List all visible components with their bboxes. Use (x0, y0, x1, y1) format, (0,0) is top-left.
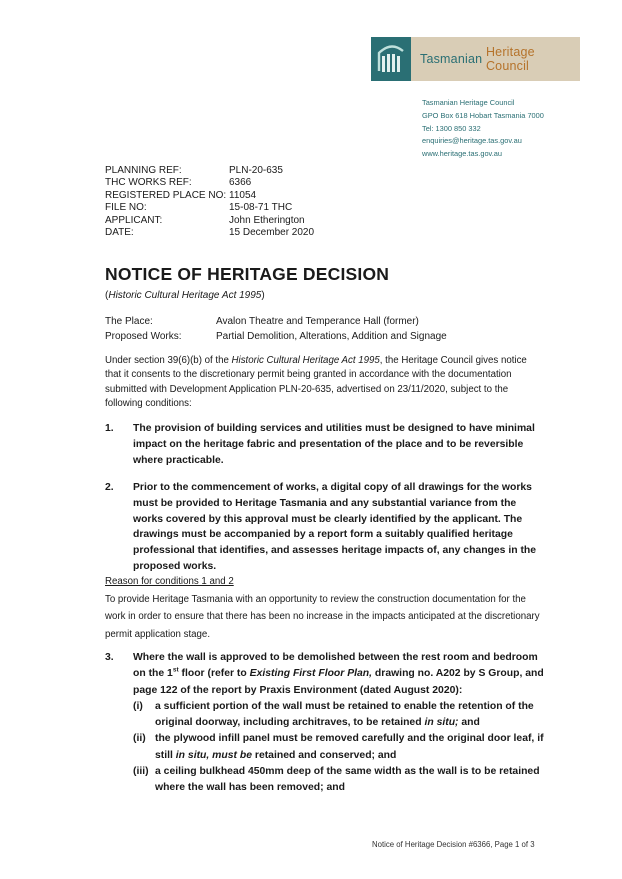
thc-logo (371, 37, 580, 81)
reason-heading: Reason for conditions 1 and 2 (105, 576, 234, 587)
condition-3-text: Where the wall is approved to be demolished between the rest room and bedroom on the 1st floor (refer to Existing First Floor Plan, drawing no. A202 by S Group, and page 122 of the report by Praxis Environment (dated August 2020): (133, 652, 544, 696)
place-value: Avalon Theatre and Temperance Hall (former) (216, 316, 419, 327)
page-title: NOTICE OF HERITAGE DECISION (105, 264, 390, 284)
contact-email[interactable]: enquiries@heritage.tas.gov.au (422, 136, 522, 146)
works-label: Proposed Works: (105, 330, 182, 342)
reason-block (105, 573, 545, 643)
intro-paragraph: Under section 39(6)(b) of the Historic Cultural Heritage Act 1995, the Heritage Council gives notice that it consents to the discretionary permit being granted in accordance with the documentation submitted with Development Application PLN-20-635, advertised on 23/11/2020, subject to the following conditions: (105, 355, 527, 410)
logo-columns-icon (371, 37, 411, 81)
ref-row: DATE: 15 December 2020 (105, 227, 315, 239)
place-details (105, 315, 447, 344)
condition-3: 3. Where the wall is approved to be demolished between the rest room and bedroom on the 1st floor (refer to Existing First Floor Plan, drawing no. A202 by S Group, and page 122 of the report by Praxis Environment (dated August 2020): (i) a sufficient portion of the wall must be retained to enable the retention of the original doorway, including architraves, to be retained in situ; and (ii) the plywood infill panel must be removed carefully and the original door leaf, if still in situ, must be retained and conserved; and (iii) a ceiling bulkhead 450mm deep of the same width as the wall is to be retained where the wall has been removed; and (105, 650, 545, 797)
condition-1: 1. The provision of building services and utilities must be designed to have minimal impact on the heritage fabric and presentation of the place and to be reversible where practicable. (105, 423, 535, 466)
sub-condition: (ii) the plywood infill panel must be removed carefully and the original door leaf, if still in situ, must be retained and conserved; and (133, 733, 544, 761)
contact-address: GPO Box 618 Hobart Tasmania 7000 (422, 110, 544, 120)
logo-wordmark: Tasmanian Heritage Council (411, 37, 580, 81)
works-value: Partial Demolition, Alterations, Addition and Signage (216, 330, 447, 342)
page-footer: Notice of Heritage Decision #6366, Page 1 of 3 (372, 840, 535, 849)
reference-table (105, 165, 314, 239)
act-reference: (Historic Cultural Heritage Act 1995) (105, 290, 265, 301)
contact-org: Tasmanian Heritage Council (422, 98, 515, 107)
ref-row: REGISTERED PLACE NO: 11054 (105, 189, 257, 201)
sub-condition: (iii) a ceiling bulkhead 450mm deep of the same width as the wall is to be retained where the wall has been removed; and (133, 766, 540, 794)
sub-condition: (i) a sufficient portion of the wall must be retained to enable the retention of the original doorway, including architraves, to be retained in situ; and (133, 700, 534, 729)
condition-2: 2. Prior to the commencement of works, a digital copy of all drawings for the works must be provided to Heritage Tasmania and any substantial variance from the works covered by this approval must be clearly identified by the applicant. The drawings must be accompanied by a report form a suitably qualified heritage professional that identifies, and assesses heritage impacts of, any changes in the proposed works. (105, 482, 537, 572)
place-label: The Place: (105, 316, 153, 327)
ref-row: THC WORKS REF: 6366 (105, 177, 252, 189)
contact-block (422, 97, 544, 161)
contact-web[interactable]: www.heritage.tas.gov.au (422, 149, 502, 159)
ref-row: FILE NO: 15-08-71 THC (105, 202, 293, 214)
ref-row: PLANNING REF: PLN-20-635 (105, 165, 283, 176)
reason-text: To provide Heritage Tasmania with an opportunity to review the construction documentation for the work in order to ensure that there has been no increase in the impacts anticipated at the discretionary permit application stage. (105, 593, 540, 640)
contact-tel: Tel: 1300 850 332 (422, 123, 481, 133)
ref-row: APPLICANT: John Etherington (105, 214, 305, 226)
